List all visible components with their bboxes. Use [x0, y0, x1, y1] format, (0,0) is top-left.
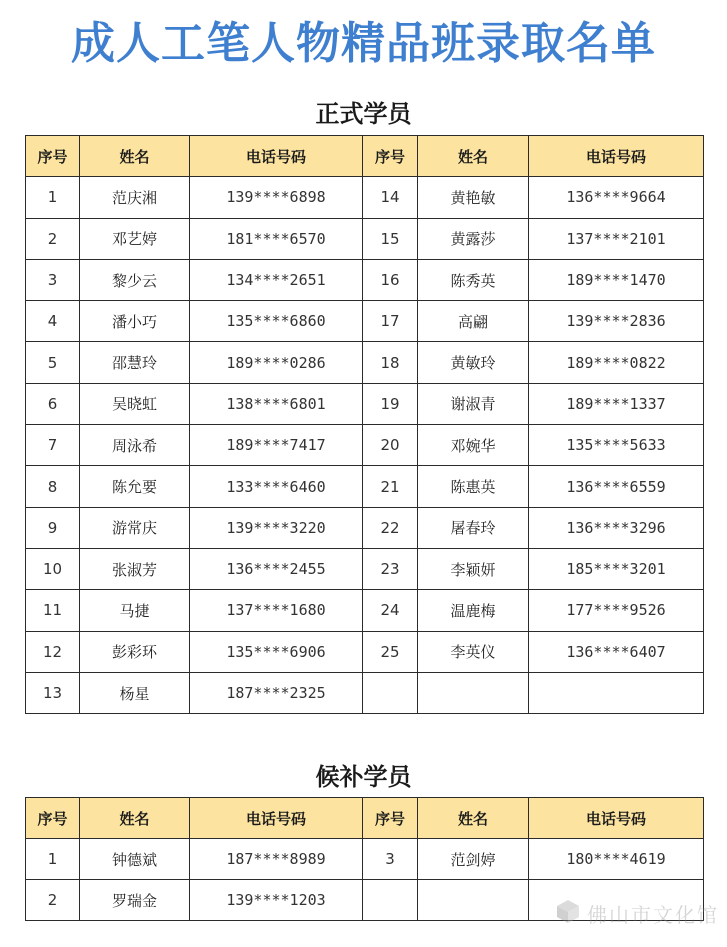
- student-name: 范剑婷: [418, 839, 529, 880]
- student-phone: 181****6570: [190, 218, 363, 259]
- student-name: [418, 672, 529, 713]
- student-phone: 136****3296: [529, 507, 704, 548]
- header-no: 序号: [363, 798, 418, 839]
- student-no: 12: [26, 631, 80, 672]
- watermark-text: 佛山市文化馆: [587, 902, 719, 927]
- header-no: 序号: [26, 136, 80, 177]
- table-row: [26, 672, 704, 713]
- student-name: 黄敏玲: [418, 342, 529, 383]
- student-name: 黄艳敏: [418, 177, 529, 218]
- student-name: 陈惠英: [418, 466, 529, 507]
- student-name: 潘小巧: [80, 301, 190, 342]
- student-name: 周泳希: [80, 425, 190, 466]
- student-name: 吴晓虹: [80, 383, 190, 424]
- student-no: 2: [26, 218, 80, 259]
- student-name: 彭彩环: [80, 631, 190, 672]
- student-no: 17: [363, 301, 418, 342]
- student-phone: 139****3220: [190, 507, 363, 548]
- student-name: 李颖妍: [418, 548, 529, 589]
- student-no: [363, 672, 418, 713]
- student-phone: 136****6407: [529, 631, 704, 672]
- student-no: 23: [363, 548, 418, 589]
- student-phone: 180****4619: [529, 839, 704, 880]
- student-name: 陈秀英: [418, 259, 529, 300]
- table-header-row: [26, 798, 704, 839]
- student-no: 20: [363, 425, 418, 466]
- student-name: 罗瑞金: [80, 880, 190, 921]
- header-phone: 电话号码: [190, 136, 363, 177]
- student-no: 3: [363, 839, 418, 880]
- student-name: [418, 880, 529, 921]
- student-no: 14: [363, 177, 418, 218]
- student-phone: 135****6906: [190, 631, 363, 672]
- student-phone: 177****9526: [529, 590, 704, 631]
- header-name: 姓名: [418, 136, 529, 177]
- student-phone: 137****1680: [190, 590, 363, 631]
- header-phone: 电话号码: [529, 136, 704, 177]
- table-row: [26, 218, 704, 259]
- student-no: 24: [363, 590, 418, 631]
- cube-logo-icon: [555, 898, 581, 928]
- student-no: 10: [26, 548, 80, 589]
- student-phone: 136****6559: [529, 466, 704, 507]
- table-row: [26, 259, 704, 300]
- student-phone: 185****3201: [529, 548, 704, 589]
- student-phone: 133****6460: [190, 466, 363, 507]
- student-name: 屠春玲: [418, 507, 529, 548]
- formal-section-title: 正式学员: [315, 100, 412, 128]
- header-phone: 电话号码: [190, 798, 363, 839]
- student-name: 陈允要: [80, 466, 190, 507]
- student-phone: 139****2836: [529, 301, 704, 342]
- student-name: 杨星: [80, 672, 190, 713]
- student-no: 25: [363, 631, 418, 672]
- table-header-row: [26, 136, 704, 177]
- student-no: 9: [26, 507, 80, 548]
- table-row: [26, 548, 704, 589]
- student-no: 19: [363, 383, 418, 424]
- student-phone: 138****6801: [190, 383, 363, 424]
- formal-roster-table: [25, 135, 704, 714]
- student-phone: 136****9664: [529, 177, 704, 218]
- student-no: 6: [26, 383, 80, 424]
- student-phone: 189****1337: [529, 383, 704, 424]
- table-row: [26, 425, 704, 466]
- table-row: [26, 177, 704, 218]
- formal-roster-body: [26, 177, 704, 714]
- table-row: [26, 466, 704, 507]
- header-name: 姓名: [80, 136, 190, 177]
- student-no: 21: [363, 466, 418, 507]
- student-no: 4: [26, 301, 80, 342]
- student-phone: 135****6860: [190, 301, 363, 342]
- student-name: 谢淑青: [418, 383, 529, 424]
- student-phone: 189****7417: [190, 425, 363, 466]
- student-name: 范庆湘: [80, 177, 190, 218]
- student-no: 5: [26, 342, 80, 383]
- student-name: 黎少云: [80, 259, 190, 300]
- student-no: 7: [26, 425, 80, 466]
- student-name: 邵慧玲: [80, 342, 190, 383]
- student-name: 黄露莎: [418, 218, 529, 259]
- student-no: 8: [26, 466, 80, 507]
- table-row: [26, 839, 704, 880]
- table-row: [26, 342, 704, 383]
- student-no: 16: [363, 259, 418, 300]
- student-name: 游常庆: [80, 507, 190, 548]
- alternate-section-title: 候补学员: [315, 763, 412, 791]
- student-phone: 137****2101: [529, 218, 704, 259]
- student-phone: 139****6898: [190, 177, 363, 218]
- student-no: 18: [363, 342, 418, 383]
- student-phone: [529, 672, 704, 713]
- student-no: 1: [26, 839, 80, 880]
- student-name: 温鹿梅: [418, 590, 529, 631]
- table-row: [26, 590, 704, 631]
- student-no: 15: [363, 218, 418, 259]
- student-no: [363, 880, 418, 921]
- student-phone: 139****1203: [190, 880, 363, 921]
- header-no: 序号: [26, 798, 80, 839]
- student-phone: 189****1470: [529, 259, 704, 300]
- student-phone: 189****0286: [190, 342, 363, 383]
- student-phone: 135****5633: [529, 425, 704, 466]
- student-no: 3: [26, 259, 80, 300]
- header-name: 姓名: [418, 798, 529, 839]
- student-phone: 187****8989: [190, 839, 363, 880]
- table-row: [26, 631, 704, 672]
- watermark: [555, 898, 719, 928]
- student-name: 李英仪: [418, 631, 529, 672]
- student-phone: 187****2325: [190, 672, 363, 713]
- student-phone: 189****0822: [529, 342, 704, 383]
- student-name: 马捷: [80, 590, 190, 631]
- student-name: 高翩: [418, 301, 529, 342]
- student-no: 11: [26, 590, 80, 631]
- header-no: 序号: [363, 136, 418, 177]
- page-title: 成人工笔人物精品班录取名单: [71, 18, 656, 69]
- student-phone: 136****2455: [190, 548, 363, 589]
- student-phone: 134****2651: [190, 259, 363, 300]
- student-no: 1: [26, 177, 80, 218]
- table-row: [26, 383, 704, 424]
- table-row: [26, 301, 704, 342]
- header-name: 姓名: [80, 798, 190, 839]
- student-name: 邓婉华: [418, 425, 529, 466]
- student-no: 22: [363, 507, 418, 548]
- student-no: 2: [26, 880, 80, 921]
- student-no: 13: [26, 672, 80, 713]
- student-name: 张淑芳: [80, 548, 190, 589]
- table-row: [26, 507, 704, 548]
- student-name: 邓艺婷: [80, 218, 190, 259]
- header-phone: 电话号码: [529, 798, 704, 839]
- student-name: 钟德斌: [80, 839, 190, 880]
